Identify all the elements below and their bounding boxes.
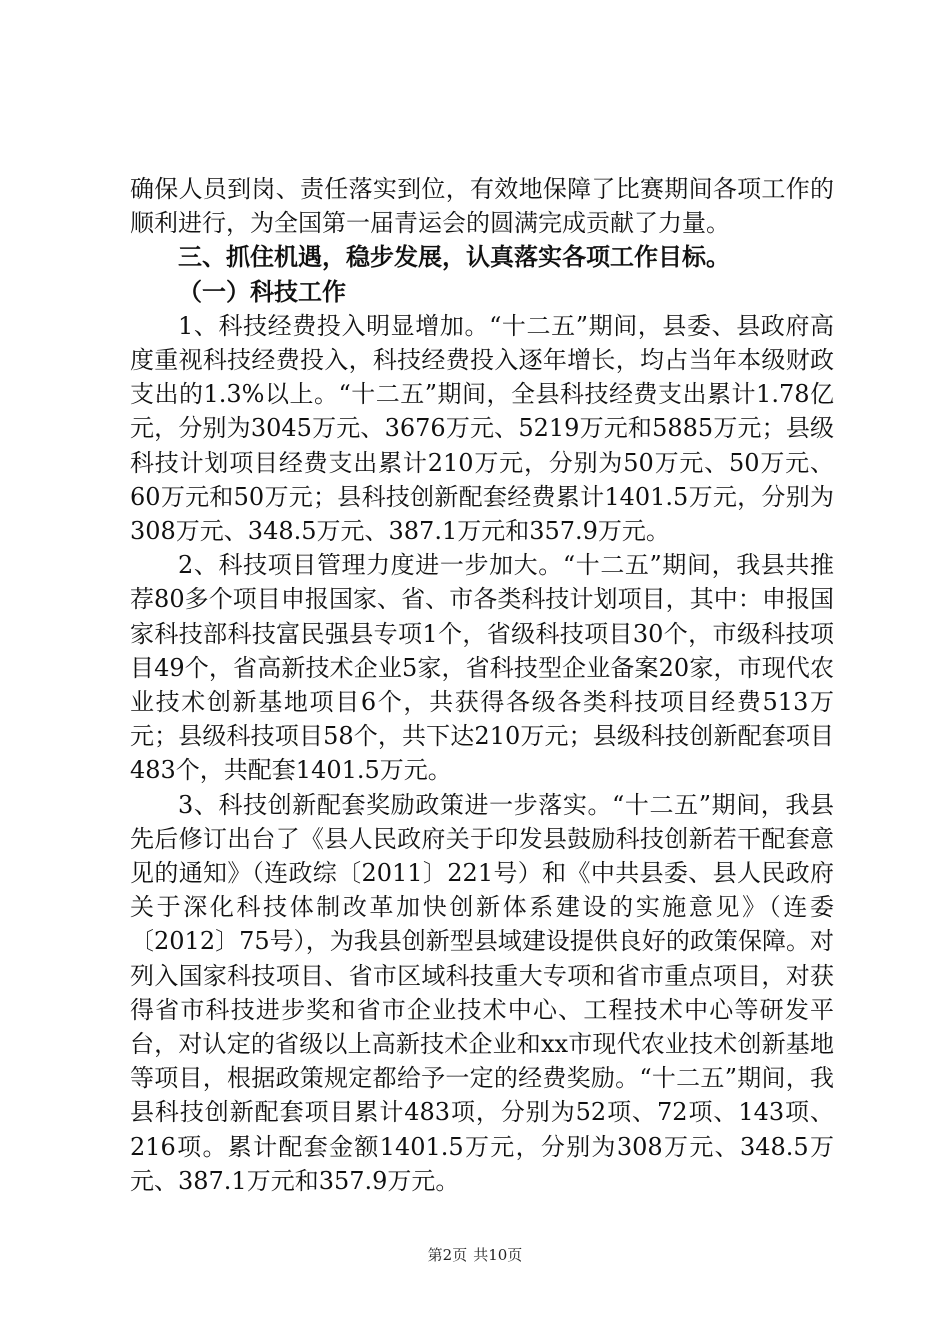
- document-body: [130, 172, 834, 1198]
- page-total: 共10页: [473, 1246, 523, 1264]
- page-number: 第2页: [427, 1246, 468, 1264]
- paragraph-continuation: 确保人员到岗、责任落实到位，有效地保障了比赛期间各项工作的顺利进行，为全国第一届青运会的圆满完成贡献了力量。: [130, 175, 834, 238]
- paragraph-project-management: 2、科技项目管理力度进一步加大。“十二五”期间，我县共推荐80多个项目申报国家、省、市各类科技计划项目，其中：申报国家科技部科技富民强县专项1个，省级科技项目30个，市级科技项目49个，省高新技术企业5家，省科技型企业备案20家，市现代农业技术创新基地项目6个，共获得各级各类科技项目经费513万元；县级科技项目58个，共下达210万元；县级科技创新配套项目483个，共配套1401.5万元。: [130, 551, 834, 785]
- paragraph-incentive-policy: 3、科技创新配套奖励政策进一步落实。“十二五”期间，我县先后修订出台了《县人民政府关于印发县鼓励科技创新若干配套意见的通知》（连政综〔2011〕221号）和《中共县委、县人民政府关于深化科技体制改革加快创新体系建设的实施意见》（连委〔2012〕75号），为我县创新型县域建设提供良好的政策保障。对列入国家科技项目、省市区域科技重大专项和省市重点项目，对获得省市科技进步奖和省市企业技术中心、工程技术中心等研发平台，对认定的省级以上高新技术企业和xx市现代农业技术创新基地等项目，根据政策规定都给予一定的经费奖励。“十二五”期间，我县科技创新配套项目累计483项，分别为52项、72项、143项、216项。累计配套金额1401.5万元，分别为308万元、348.5万元、387.1万元和357.9万元。: [130, 790, 834, 1195]
- paragraph-funding: 1、科技经费投入明显增加。“十二五”期间，县委、县政府高度重视科技经费投入，科技经费投入逐年增长，均占当年本级财政支出的1.3%以上。“十二五”期间，全县科技经费支出累计1.78亿元，分别为3045万元、3676万元、5219万元和5885万元；县级科技计划项目经费支出累计210万元，分别为50万元、50万元、60万元和50万元；县科技创新配套经费累计1401.5万元，分别为308万元、348.5万元、387.1万元和357.9万元。: [130, 311, 834, 546]
- subsection-heading: （一）科技工作: [178, 276, 346, 306]
- page-footer: [0, 1244, 950, 1265]
- section-heading: 三、抓住机遇，稳步发展，认真落实各项工作目标。: [178, 242, 730, 272]
